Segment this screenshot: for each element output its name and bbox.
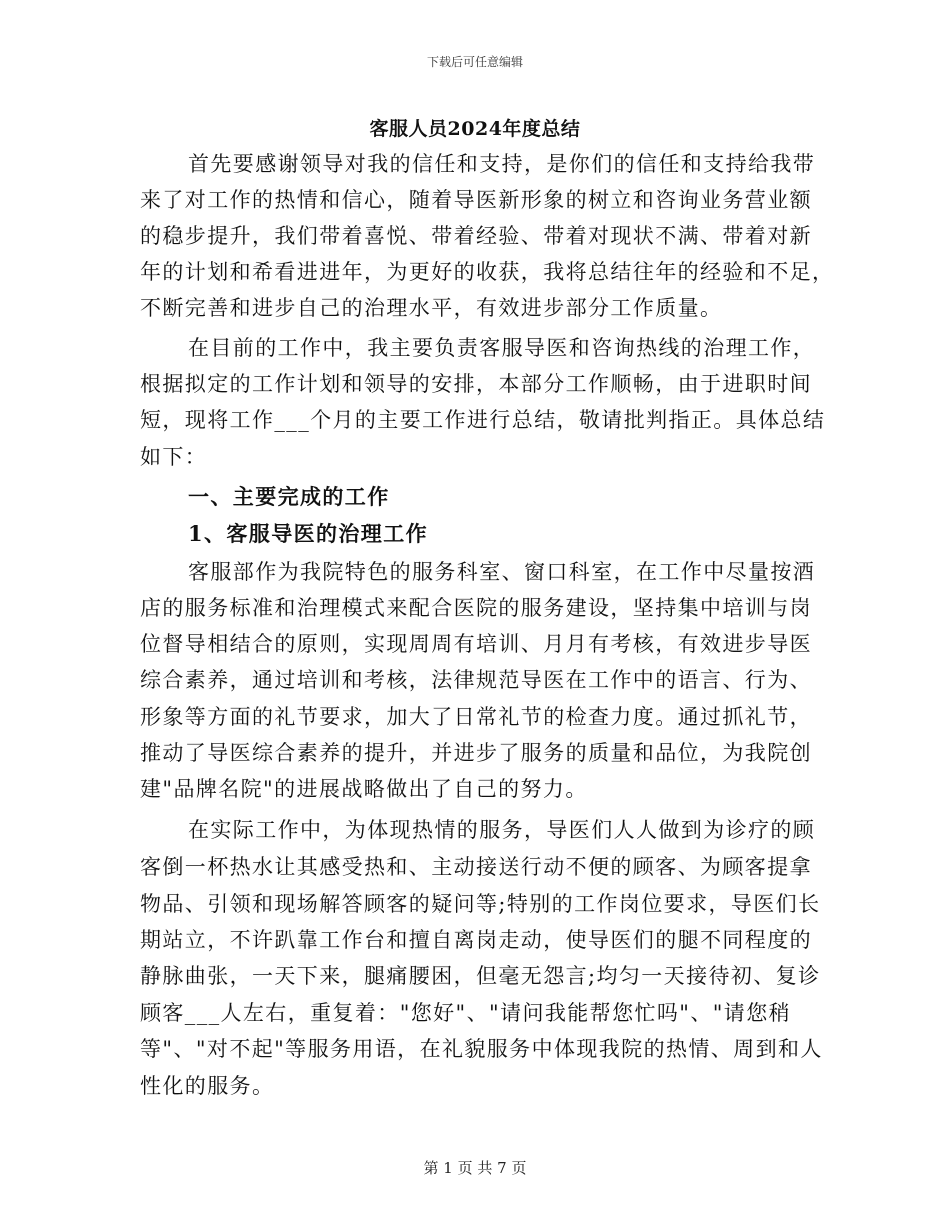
subsection-heading: 1、客服导医的治理工作 [188, 521, 429, 546]
paragraph-line: 推动了导医综合素养的提升，并进步了服务的质量和品位，为我院创 [140, 741, 812, 765]
page-header-note: 下载后可任意编辑 [426, 55, 523, 69]
paragraph-line: 如下： [140, 445, 208, 469]
paragraph-line: 在目前的工作中，我主要负责客服导医和咨询热线的治理工作， [188, 336, 816, 360]
paragraph-line: 来了对工作的热情和信心，随着导医新形象的树立和咨询业务营业额 [140, 188, 812, 212]
paragraph-line: 在实际工作中，为体现热情的服务，导医们人人做到为诊疗的顾 [188, 818, 816, 842]
paragraph-line: 的稳步提升，我们带着喜悦、带着经验、带着对现状不满、带着对新 [140, 224, 812, 248]
paragraph-line: 等"、"对不起"等服务用语，在礼貌服务中体现我院的热情、周到和人 [140, 1037, 823, 1061]
document-title: 客服人员2024年度总结 [369, 118, 581, 140]
paragraph-line: 根据拟定的工作计划和领导的安排，本部分工作顺畅，由于进职时间 [140, 372, 812, 396]
paragraph-line: 不断完善和进步自己的治理水平，有效进步部分工作质量。 [140, 296, 723, 320]
page-number: 第 1 页 共 7 页 [423, 1159, 527, 1177]
paragraph-line: 性化的服务。 [140, 1074, 275, 1098]
paragraph-line: 短，现将工作___个月的主要工作进行总结，敬请批判指正。具体总结 [140, 408, 826, 432]
paragraph-line: 静脉曲张，一天下来，腿痛腰困，但毫无怨言;均匀一天接待初、复诊 [140, 964, 821, 988]
section-heading: 一、主要完成的工作 [188, 484, 390, 509]
paragraph-line: 顾客___人左右，重复着："您好"、"请问我能帮您忙吗"、"请您稍 [140, 1001, 791, 1025]
paragraph-line: 位督导相结合的原则，实现周周有培训、月月有考核，有效进步导医 [140, 632, 812, 656]
paragraph-line: 首先要感谢领导对我的信任和支持，是你们的信任和支持给我带 [188, 152, 816, 176]
paragraph-line: 综合素养，通过培训和考核，法律规范导医在工作中的语言、行为、 [140, 668, 812, 692]
paragraph-line: 期站立，不许趴靠工作台和擅自离岗走动，使导医们的腿不同程度的 [140, 928, 812, 952]
paragraph-line: 年的计划和希看进进年，为更好的收获，我将总结往年的经验和不足， [140, 260, 835, 284]
paragraph-line: 建"品牌名院"的进展战略做出了自己的努力。 [140, 777, 588, 801]
paragraph-line: 客倒一杯热水让其感受热和、主动接送行动不便的顾客、为顾客提拿 [140, 855, 812, 879]
paragraph-line: 店的服务标准和治理模式来配合医院的服务建设，坚持集中培训与岗 [140, 596, 812, 620]
paragraph-line: 形象等方面的礼节要求，加大了日常礼节的检查力度。通过抓礼节， [140, 705, 812, 729]
paragraph-line: 客服部作为我院特色的服务科室、窗口科室，在工作中尽量按酒 [188, 560, 816, 584]
paragraph-line: 物品、引领和现场解答顾客的疑问等;特别的工作岗位要求，导医们长 [140, 892, 821, 916]
